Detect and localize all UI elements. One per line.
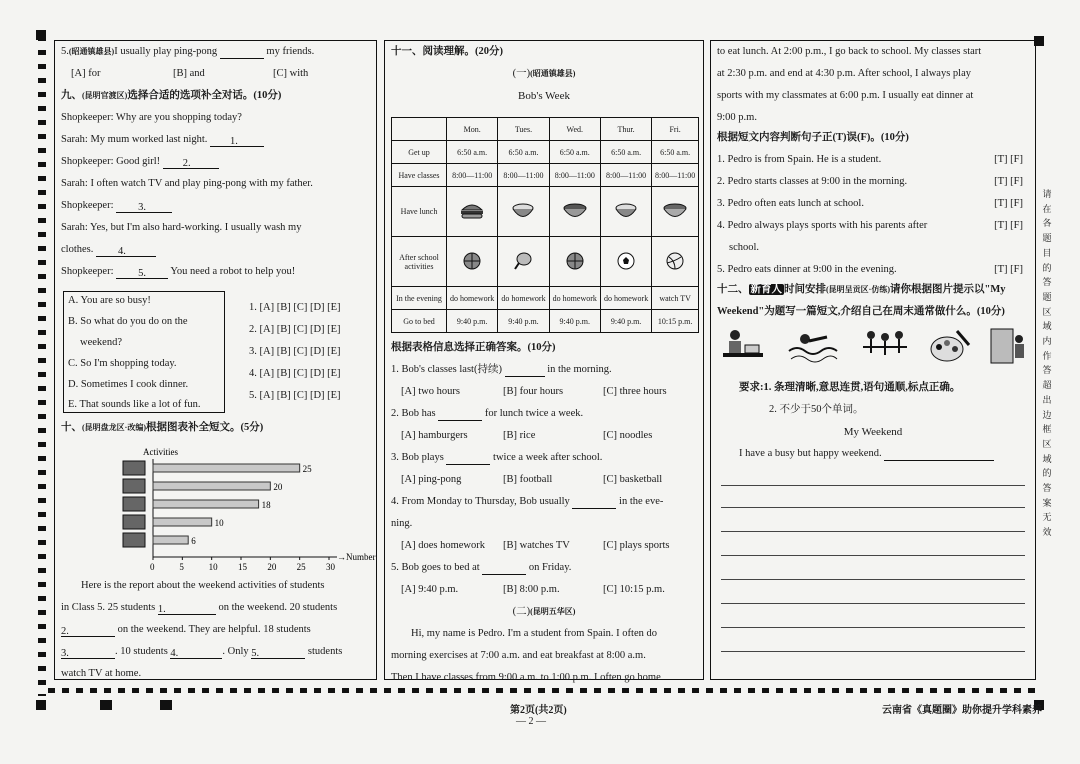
tf-item: 1. Pedro is from Spain. He is a student. [T] [F] [717, 154, 1023, 165]
row-label: In the evening [392, 287, 447, 310]
bobs-week-table [391, 117, 699, 333]
requirement-2: 2. 不少于50个单词。 [769, 404, 864, 415]
x-tick-label: 15 [238, 562, 247, 572]
writing-line[interactable] [721, 485, 1025, 486]
bar [153, 518, 212, 526]
passage-line: morning exercises at 7:00 a.m. and eat breakfast at 8:00 a.m. [391, 650, 646, 661]
tf-item: 5. Pedro eats dinner at 9:00 in the evening. [T] [F] [717, 264, 1023, 275]
question: 5. Bob goes to bed at on Friday. [391, 562, 572, 573]
section-9-title: 九、(昆明官渡区)选择合适的选项补全对话。(10分) [61, 90, 282, 101]
table-cell [652, 187, 699, 237]
page-label: 第2页(共2页) [510, 705, 567, 716]
table-cell [498, 237, 549, 287]
dialog-line: Sarah: I often watch TV and play ping-pong with my father. [61, 178, 313, 189]
column-3 [710, 40, 1036, 680]
report-line: 2. on the weekend. They are helpful. 18 students [61, 624, 311, 637]
section-12-title-cont: Weekend"为题写一篇短文,介绍自己在周末通常做什么。(10分) [717, 306, 1005, 317]
corner-mark [160, 700, 172, 710]
writing-line[interactable] [721, 603, 1025, 604]
table-header: Fri. [652, 118, 699, 141]
passage-line: at 2:30 p.m. and end at 4:30 p.m. After school, I always play [717, 68, 971, 79]
table-cell [498, 187, 549, 237]
writing-line[interactable] [721, 507, 1025, 508]
table-corner [392, 118, 447, 141]
x-tick-label: 20 [267, 562, 277, 572]
table-cell: 6:50 a.m. [549, 141, 600, 164]
table-cell: 9:40 p.m. [498, 310, 549, 333]
ping-pong-icon [513, 251, 533, 271]
choice-item: A. You are so busy! [68, 295, 151, 306]
noodles-icon [562, 202, 588, 220]
table-title: Bob's Week [518, 90, 570, 102]
passage-line: Then I have classes from 9:00 a.m. to 1:00 p.m. I often go home [391, 672, 661, 683]
row-label: Go to bed [392, 310, 447, 333]
writing-line[interactable] [721, 651, 1025, 652]
y-axis-label: Activities [143, 447, 178, 457]
corner-mark [36, 700, 46, 710]
table-cell [600, 187, 651, 237]
answer-row[interactable]: 1. [A] [B] [C] [D] [E] [249, 302, 341, 313]
table-cell: 6:50 a.m. [652, 141, 699, 164]
table-cell [600, 237, 651, 287]
corner-mark [100, 700, 112, 710]
part1-label: (一)(昭通镇雄县) [512, 68, 576, 79]
table-cell: 8:00—11:00 [652, 164, 699, 187]
dialog-line: Shopkeeper: 3. [61, 199, 370, 213]
table-cell: 6:50 a.m. [447, 141, 498, 164]
choice-item: E. That sounds like a lot of fun. [68, 399, 201, 410]
activities-bar-chart [101, 445, 376, 573]
side-note: 请在各题目的答题区域内作答 超出边框区域的答案无效 [1042, 190, 1052, 539]
bar [153, 464, 300, 472]
question-options[interactable]: [A] hamburgers [B] rice [C] noodles [401, 430, 653, 441]
bar [153, 500, 259, 508]
part2-label: (二)(昆明五华区) [512, 606, 576, 617]
question-options[interactable]: [A] 9:40 p.m. [B] 8:00 p.m. [C] 10:15 p.m. [401, 584, 665, 595]
q5-line: 5.(昭通镇雄县)I usually play ping-pong my friends. [61, 46, 315, 57]
x-tick-label: 0 [150, 562, 155, 572]
table-cell: do homework [498, 287, 549, 310]
table-header: Wed. [549, 118, 600, 141]
bar-value-label: 18 [261, 500, 271, 510]
reading-at-home-icon [989, 327, 1029, 365]
dialog-line: Shopkeeper: Good girl! 2. [61, 155, 370, 169]
choices-box [63, 291, 225, 413]
tf-choice[interactable]: [T] [F] [994, 176, 1023, 187]
scan-marks-bottom [48, 688, 1038, 693]
painting-icon [927, 327, 973, 365]
x-axis-label: →Number [337, 552, 376, 562]
x-tick-label: 30 [326, 562, 335, 572]
weekend-pictures [721, 327, 1031, 367]
passage-line: 9:00 p.m. [717, 112, 757, 123]
volleyball-icon [665, 251, 685, 271]
tf-choice[interactable]: [T] [F] [994, 264, 1023, 275]
table-cell: do homework [549, 287, 600, 310]
question: 1. Bob's classes last(持续) in the morning. [391, 364, 612, 375]
table-cell: do homework [447, 287, 498, 310]
table-header: Thur. [600, 118, 651, 141]
essay-start: I have a busy but happy weekend. [739, 447, 1029, 461]
x-tick-label: 5 [179, 562, 184, 572]
bar [153, 482, 270, 490]
answer-row[interactable]: 5. [A] [B] [C] [D] [E] [249, 390, 341, 401]
row-label: Get up [392, 141, 447, 164]
section-10-title: 十、(昆明盘龙区·改编)根据图表补全短文。(5分) [61, 422, 264, 433]
brand-text: 云南省《真题圈》助你提升学科素养 [882, 705, 1042, 716]
tf-item: 2. Pedro starts classes at 9:00 in the morning. [T] [F] [717, 176, 1023, 187]
section-12-title: 十二、 新育人 时间安排(昆明呈贡区·仿练)请你根据图片提示以"My [717, 284, 1006, 295]
writing-line[interactable] [721, 531, 1025, 532]
dialog-line: Sarah: Yes, but I'm also hard-working. I usually wash my [61, 222, 302, 233]
question: 4. From Monday to Thursday, Bob usually in the eve- [391, 496, 664, 507]
activity-icon [123, 461, 145, 475]
table-cell: watch TV [652, 287, 699, 310]
table-cell: 8:00—11:00 [600, 164, 651, 187]
table-header: Tues. [498, 118, 549, 141]
passage-line: to eat lunch. At 2:00 p.m., I go back to school. My classes start [717, 46, 982, 57]
choice-item: weekend? [80, 337, 122, 348]
activity-icon [123, 533, 145, 547]
question: 2. Bob has for lunch twice a week. [391, 408, 584, 419]
table-cell: 8:00—11:00 [447, 164, 498, 187]
answer-row[interactable]: 3. [A] [B] [C] [D] [E] [249, 346, 341, 357]
tf-instruction: 根据短文内容判断句子正(T)误(F)。(10分) [717, 132, 909, 143]
report-line: 3. . 10 students 4. . Only 5. students [61, 646, 343, 659]
passage-line: sports with my classmates at 6:00 p.m. I usually eat dinner at [717, 90, 974, 101]
table-cell [549, 187, 600, 237]
table-cell [447, 237, 498, 287]
tf-choice[interactable]: [T] [F] [994, 198, 1023, 209]
rice-icon [510, 202, 536, 220]
basketball-icon [462, 251, 482, 271]
table-cell: 6:50 a.m. [600, 141, 651, 164]
passage-line: Hi, my name is Pedro. I'm a student from Spain. I often do [411, 628, 657, 639]
choice-item: B. So what do you do on the [68, 316, 188, 327]
table-cell: 6:50 a.m. [498, 141, 549, 164]
row-label: Have lunch [392, 187, 447, 237]
x-tick-label: 25 [296, 562, 306, 572]
bar-value-label: 10 [214, 518, 224, 528]
choice-item: D. Sometimes I cook dinner. [68, 379, 189, 390]
writing-line[interactable] [721, 579, 1025, 580]
section-11-title: 十一、阅读理解。(20分) [391, 46, 503, 57]
question-options[interactable]: [A] does homework [B] watches TV [C] plays sports [401, 540, 670, 551]
question-options[interactable]: [A] ping-pong [B] football [C] basketball [401, 474, 663, 485]
bar-value-label: 6 [191, 536, 196, 546]
answer-row[interactable]: 2. [A] [B] [C] [D] [E] [249, 324, 341, 335]
report-line: watch TV at home. [61, 668, 142, 679]
bar [153, 536, 188, 544]
playing-with-friends-icon [859, 327, 911, 365]
x-tick-label: 10 [208, 562, 218, 572]
activity-icon [123, 479, 145, 493]
writing-line[interactable] [721, 555, 1025, 556]
writing-line[interactable] [721, 627, 1025, 628]
question-cont: ning. [391, 518, 413, 529]
tf-item: 3. Pedro often eats lunch at school. [T] [F] [717, 198, 1023, 209]
essay-title: My Weekend [843, 426, 903, 438]
bar-value-label: 20 [273, 482, 283, 492]
table-header: Mon. [447, 118, 498, 141]
dialog-line: Shopkeeper: 5. You need a robot to help you! [61, 266, 296, 279]
activity-icon [123, 497, 145, 511]
column-2 [384, 40, 704, 683]
table-cell [549, 237, 600, 287]
column-1 [54, 40, 377, 680]
football-icon [616, 251, 636, 271]
tf-item: 4. Pedro always plays sports with his parents after [T] [F] [717, 220, 1023, 231]
doing-homework-icon [721, 327, 767, 365]
bar-value-label: 25 [302, 464, 312, 474]
table-cell: 10:15 p.m. [652, 310, 699, 333]
page-number: — 2 — [516, 716, 546, 727]
basketball-icon [565, 251, 585, 271]
table-cell [652, 237, 699, 287]
part1-instruction: 根据表格信息选择正确答案。(10分) [391, 342, 556, 353]
table-cell: 9:40 p.m. [447, 310, 498, 333]
row-label: After school activities [392, 237, 447, 287]
rice-icon [613, 202, 639, 220]
table-cell: 9:40 p.m. [549, 310, 600, 333]
corner-mark [36, 30, 46, 40]
row-label: Have classes [392, 164, 447, 187]
answer-row[interactable]: 4. [A] [B] [C] [D] [E] [249, 368, 341, 379]
choice-item: C. So I'm shopping today. [68, 358, 177, 369]
tf-choice[interactable]: [T] [F] [994, 154, 1023, 165]
table-cell: 8:00—11:00 [498, 164, 549, 187]
dialog-line: Shopkeeper: Why are you shopping today? [61, 112, 242, 123]
table-cell: do homework [600, 287, 651, 310]
tf-choice[interactable]: [T] [F] [994, 220, 1023, 231]
dialog-line: clothes. 4. [61, 243, 370, 257]
swimming-icon [787, 327, 839, 365]
table-cell: 8:00—11:00 [549, 164, 600, 187]
scan-marks-left [38, 36, 46, 696]
dialog-line: Sarah: My mum worked last night. 1. [61, 133, 370, 147]
activity-icon [123, 515, 145, 529]
table-cell [447, 187, 498, 237]
requirement-1: 要求:1. 条理清晰,意思连贯,语句通顺,标点正确。 [739, 382, 961, 393]
report-line: Here is the report about the weekend activities of students [81, 580, 325, 591]
answer-blank[interactable] [220, 47, 264, 59]
hamburger-icon [459, 202, 485, 220]
report-line: in Class 5. 25 students 1. on the weekend. 20 students [61, 602, 338, 615]
tf-item-cont: school. [729, 242, 760, 253]
table-cell: 9:40 p.m. [600, 310, 651, 333]
question: 3. Bob plays twice a week after school. [391, 452, 603, 463]
q5-options: [A] for [B] and [C] with [71, 68, 309, 79]
question-options[interactable]: [A] two hours [B] four hours [C] three hours [401, 386, 667, 397]
noodles-icon [662, 202, 688, 220]
